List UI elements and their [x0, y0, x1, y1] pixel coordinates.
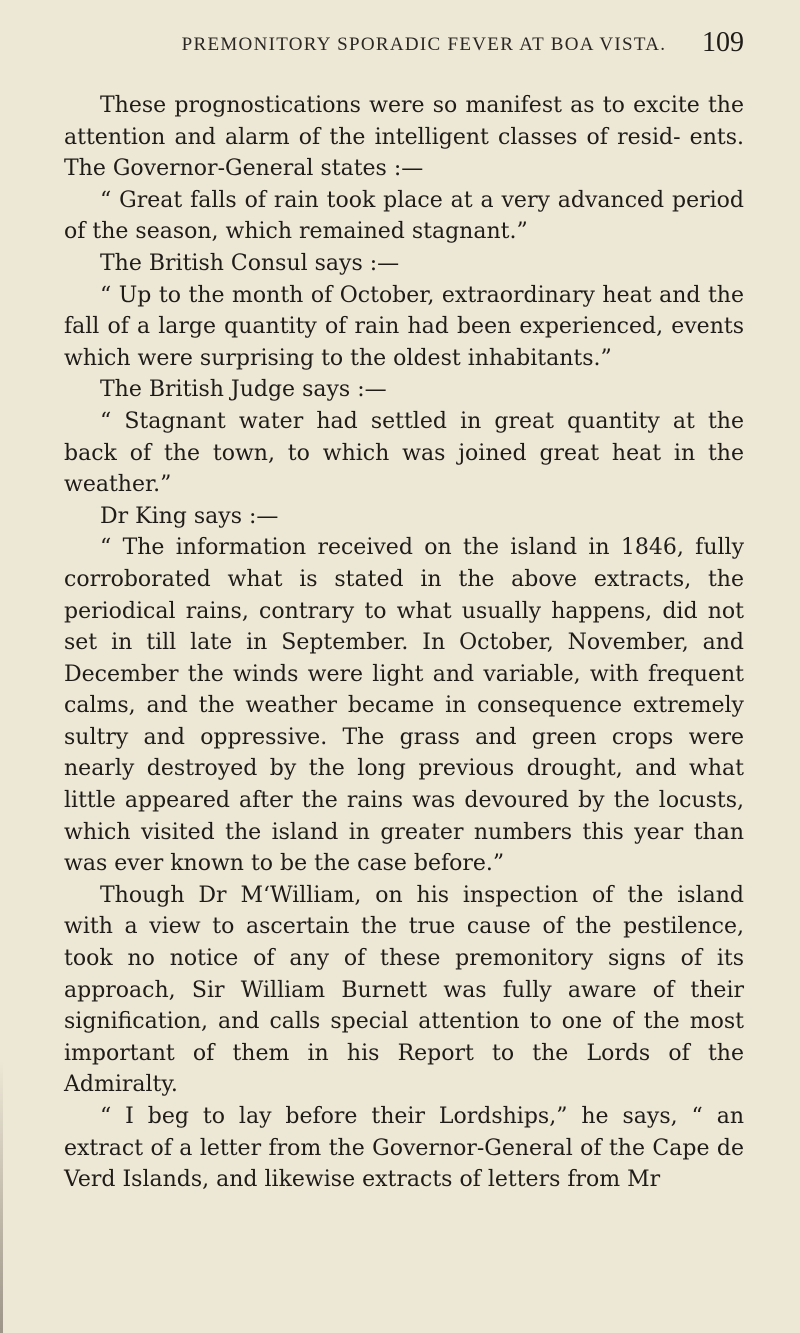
- paragraph-intro: These prognostications were so manifest as to excite the attention and alarm of the intelligent classes of resid- ents. The Governor-General states :—: [64, 93, 744, 182]
- paragraph-british-consul: The British Consul says :—: [100, 250, 400, 276]
- paragraph-dr-king: Dr King says :—: [100, 503, 279, 529]
- page-number: 109: [702, 27, 744, 58]
- page-edge-shadow: [0, 1060, 3, 1333]
- running-head: [64, 28, 744, 62]
- quote-governor-general: “ Great falls of rain took place at a very advanced period of the season, which remained stagnant.”: [64, 187, 744, 245]
- paragraph-mcwilliam: Though Dr M‘William, on his inspection of the island with a view to ascertain the true cause of the pestilence, took no notice of any of these premonitory signs of its approach, Sir William Burnett was fully aware of their signification, and calls special attention to one of the most important of them in his Report to the Lords of the Admiralty.: [64, 882, 744, 1098]
- paragraph-british-judge: The British Judge says :—: [100, 377, 387, 403]
- quote-british-judge: “ Stagnant water had settled in great quantity at the back of the town, to which was joined great heat in the weather.”: [64, 408, 744, 498]
- quote-british-consul: “ Up to the month of October, extraordinary heat and the fall of a large quantity of rain had been experienced, events which were surprising to the oldest inhabitants.”: [64, 282, 744, 371]
- running-title: PREMONITORY SPORADIC FEVER AT BOA VISTA.: [181, 34, 667, 55]
- body-text: [64, 90, 744, 1196]
- quote-dr-king: “ The information received on the island in 1846, fully corroborated what is stated in the above extracts, the periodical rains, contrary to what usually happens, did not set in till late in September. In October, November, and December the winds were light and variable, with frequent calms, and the weather became in consequence extremely sultry and oppressive. The grass and green crops were nearly destroyed by the long previous drought, and what little appeared after the rains was devoured by the locusts, which visited the island in greater numbers this year than was ever known to be the case before.”: [64, 535, 744, 877]
- quote-burnett: “ I beg to lay before their Lordships,” he says, “ an extract of a letter from the Governor-General of the Cape de Verd Islands, and likewise extracts of letters from Mr: [64, 1104, 744, 1193]
